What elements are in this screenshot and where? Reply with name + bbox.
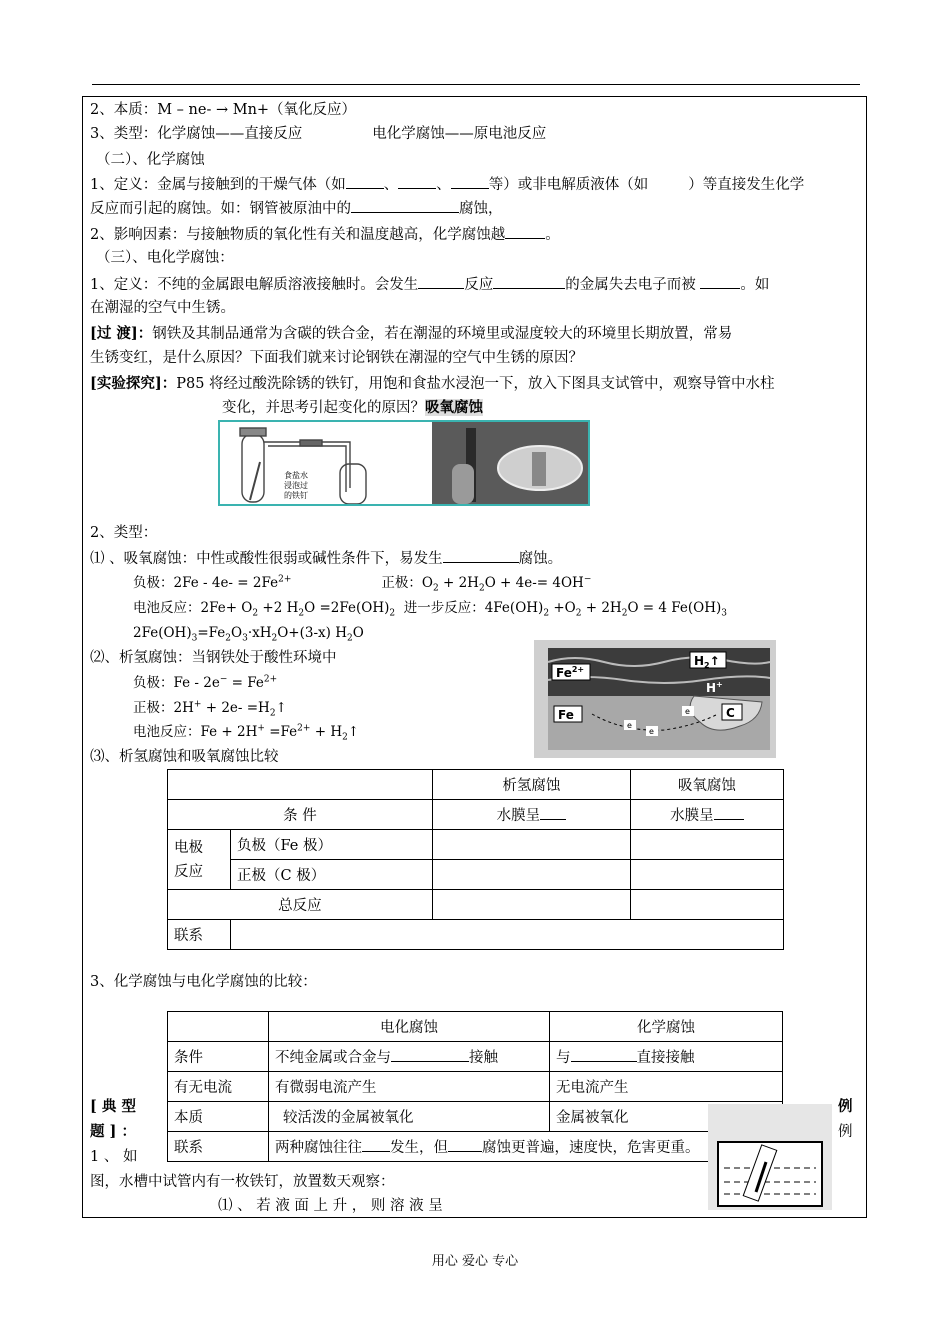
line-definition-2: 反应而引起的腐蚀。如：钢管被原油中的 腐蚀， — [90, 198, 503, 219]
label-iron-nail: 的铁钉 — [284, 491, 308, 500]
line-question-1: 1 、 如 — [90, 1149, 138, 1165]
row-electrode: 电极 反应 — [168, 830, 231, 890]
line-oxy-electrodes: 负极：$2Fe - 4e- = 2Fe^{2+}$ 正极：$O_2 + 2H_2O + 4e-= 4OH^-$ — [133, 574, 592, 594]
line-example-a: [ 典 型 — [90, 1098, 136, 1115]
line-types: 3、类型：化学腐蚀——直接反应 电化学腐蚀——原电池反应 — [90, 126, 547, 142]
h2-label: $H_2↑$ — [694, 654, 720, 670]
line-oxygen-absorption: ⑴ 、吸氧腐蚀：中性或酸性很弱或碱性条件下，易发生 腐蚀。 — [90, 548, 562, 569]
line-transition: [过 渡]：钢铁及其制品通常为含碳的铁合金，若在潮湿的环境里或湿度较大的环境里长期放置，常易 — [90, 325, 733, 342]
hydrogen-evolution-figure — [534, 640, 776, 758]
line-compare-chem: 3、化学腐蚀与电化学腐蚀的比较： — [90, 974, 317, 990]
line-rust: $2Fe(OH)_3=Fe_2O_3\cdot xH_2O+(3-x)$ $H_2O$ — [133, 625, 364, 644]
line-definition: 1、定义：金属与接触到的干燥气体（如 、 、 等）或非电解质液体（如 ）等直接发生化学 — [90, 174, 804, 195]
line-question-3: ⑴ 、 若 液 面 上 升 ， 则 溶 液 呈 — [218, 1198, 443, 1214]
section-electrochemical: （三）、电化学腐蚀： — [96, 250, 234, 266]
line-essence: 2、本质：M – ne- → Mn+（氧化反应） — [90, 102, 357, 118]
line-oxy-cell: 电池反应：$2Fe+ O_2 +2$ $H_2O =2Fe(OH)_2$ 进一步反应：$4Fe(OH)_2 +O_2 + 2H_2O = 4$ $Fe(OH)_3$ — [133, 600, 728, 619]
comparison-table-2 — [167, 1011, 783, 1162]
line-factors: 2、影响因素：与接触物质的氧化性有关和温度越高，化学腐蚀越 。 — [90, 224, 560, 245]
line-compare-title: ⑶、析氢腐蚀和吸氧腐蚀比较 — [90, 749, 279, 765]
table-row — [168, 830, 784, 860]
line-types-2: 2、类型： — [90, 525, 158, 541]
fe-label: Fe — [558, 708, 574, 722]
row-positive: 正极（C 极） — [231, 860, 433, 890]
electron-2: e — [649, 727, 654, 736]
line-example-c: 题 ] ： — [90, 1123, 136, 1140]
table-row: 本质 较活泼的金属被氧化 金属被氧化 — [168, 1102, 783, 1132]
line-question-2: 图，水槽中试管内有一枚铁钉，放置数天观察： — [90, 1174, 395, 1190]
line-electro-def-2: 在潮湿的空气中生锈。 — [90, 300, 235, 316]
experiment-figure — [218, 420, 590, 506]
row-link: 联系 — [168, 920, 231, 950]
line-hydrogen-evolution: ⑵、析氢腐蚀：当钢铁处于酸性环境中 — [90, 650, 337, 666]
table-row — [168, 860, 784, 890]
row-total: 总反应 — [168, 890, 433, 920]
row-condition: 条 件 — [168, 800, 433, 830]
header-oxygen: 吸氧腐蚀 — [630, 770, 783, 800]
table-row: 条 件 水膜呈 水膜呈 — [168, 800, 784, 830]
header-rule — [92, 84, 860, 85]
water-trough-figure — [708, 1104, 832, 1210]
electron-3: e — [685, 707, 690, 716]
hplus-label: H+ — [706, 680, 723, 695]
carbon-label: C — [726, 706, 735, 720]
electron-1: e — [627, 721, 632, 730]
line-experiment-2: 变化，并思考引起变化的原因？吸氧腐蚀 — [222, 399, 483, 416]
table-row — [168, 770, 784, 800]
header-electrochemical: 电化腐蚀 — [269, 1012, 550, 1042]
page-footer: 用心 爱心 专心 — [431, 1254, 519, 1269]
line-example-d: 例 — [838, 1124, 853, 1140]
table-row: 有无电流 有微弱电流产生 无电流产生 — [168, 1072, 783, 1102]
line-transition-2: 生锈变红，是什么原因？下面我们就来讨论钢铁在潮湿的空气中生锈的原因？ — [90, 350, 583, 366]
label-salt-water: 食盐水 — [284, 471, 308, 480]
header-hydrogen: 析氢腐蚀 — [432, 770, 630, 800]
line-h-negative: 负极：$Fe - 2e^- = Fe^{2+}$ — [133, 674, 278, 691]
table-row — [168, 920, 784, 950]
line-experiment: [实验探究]：P85 将经过酸洗除锈的铁钉，用饱和食盐水浸泡一下，放入下图具支试管中，观察导管中水柱 — [90, 375, 775, 392]
table-row — [168, 890, 784, 920]
row-negative: 负极（Fe 极） — [231, 830, 433, 860]
header-chemical: 化学腐蚀 — [550, 1012, 783, 1042]
comparison-table-1 — [167, 769, 784, 950]
section-chemical-corrosion: （二）、化学腐蚀 — [96, 152, 205, 168]
line-h-cell: 电池反应：$Fe + 2H^+ =Fe^{2+}$ + $H_2↑$ — [133, 723, 360, 743]
label-soaked: 浸泡过 — [284, 481, 308, 490]
line-example-b: 例 — [838, 1098, 853, 1115]
table-row: 联系 两种腐蚀往往 发生，但 腐蚀更普遍，速度快，危害更重。 — [168, 1132, 783, 1162]
line-h-positive: 正极：$2H^+ + 2e- =H_2↑$ — [133, 699, 287, 719]
table-row — [168, 1012, 783, 1042]
line-electro-def: 1、定义：不纯的金属跟电解质溶液接触时。会发生 反应 的金属失去电子而被 。如 — [90, 274, 769, 295]
fe2-ion-label: $Fe^{2+}$ — [556, 665, 585, 680]
table-row: 条件 不纯金属或合金与 接触 与 直接接触 — [168, 1042, 783, 1072]
